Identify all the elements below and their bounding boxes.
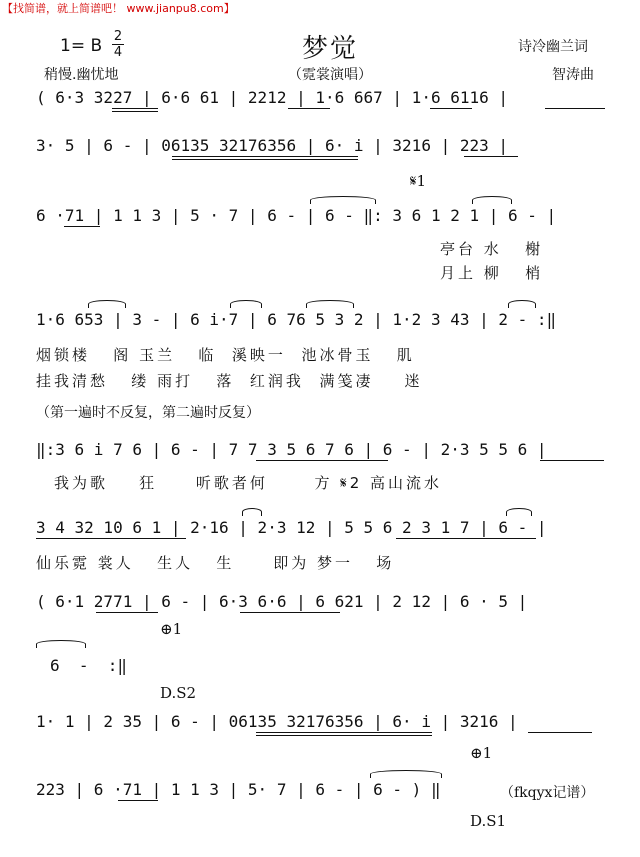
score-line-5: ‖:3 6 i 7 6 | 6 - | 7 7 3 5 6 7 6 | 6 - | 2·3 5 5 6 | bbox=[36, 440, 547, 459]
repeat-note: （第一遍时不反复，第二遍时反复） bbox=[36, 405, 260, 421]
time-sig-top: 2 bbox=[113, 29, 123, 44]
lyric-line-6: 仙乐霓 裳人 生人 生 即为 梦一 场 bbox=[36, 554, 395, 572]
lyric-line-4a: 烟锁楼 阁 玉兰 临 溪映一 池冰骨玉 肌 bbox=[36, 346, 415, 364]
segno-1-marker: 𝄋1 bbox=[410, 172, 426, 190]
lyric-line-5: 我为歌 狂 听歌者何 方 𝄋2 高山流水 bbox=[54, 474, 443, 492]
key-signature: 1= B bbox=[60, 36, 103, 56]
song-title: 梦觉 bbox=[302, 34, 359, 64]
score-line-6: 3 4 32 10 6 1 | 2·16 | 2·3 12 | 5 5 6 2 3 1 7 | 6 - | bbox=[36, 518, 547, 537]
coda-2-marker: ⊕1 bbox=[470, 744, 493, 762]
coda-1-marker: ⊕1 bbox=[160, 620, 183, 638]
transcriber-credit: （fkqyx记谱） bbox=[500, 785, 595, 801]
lyric-line-4b: 挂我清愁 缕 雨打 落 红润我 满笺凄 迷 bbox=[36, 372, 423, 390]
score-line-9: 1· 1 | 2 35 | 6 - | 06135 32176356 | 6· i | 3216 | bbox=[36, 712, 518, 731]
score-line-3: 6 ·71 | 1 1 3 | 5 · 7 | 6 - | 6 - ‖: 3 6 1 2 1 | 6 - | bbox=[36, 206, 557, 225]
ds2-marker: D.S2 bbox=[160, 684, 197, 702]
composer-credit: 智涛曲 bbox=[552, 67, 594, 83]
score-line-7: ( 6·1 2771 | 6 - | 6·3 6·6 | 6 621 | 2 12 | 6 · 5 | bbox=[36, 592, 528, 611]
score-line-2: 3· 5 | 6 - | 06135 32176356 | 6· i | 3216 | 223 | bbox=[36, 136, 509, 155]
time-signature bbox=[112, 30, 124, 59]
time-sig-bottom: 4 bbox=[113, 45, 123, 60]
site-banner[interactable]: 【找简谱，就上简谱吧！ www.jianpu8.com】 bbox=[2, 2, 235, 15]
score-line-1: ( 6·3 3227 | 6·6 61 | 2212 | 1·6 667 | 1·6 6116 | bbox=[36, 88, 509, 107]
lyricist-credit: 诗冷幽兰词 bbox=[518, 39, 588, 55]
ds1-marker: D.S1 bbox=[470, 812, 507, 830]
tempo-marking: 稍慢.幽忧地 bbox=[44, 67, 119, 83]
singer-credit: （霓裳演唱） bbox=[288, 67, 372, 83]
lyric-line-3b: 月上 柳 梢 bbox=[440, 264, 544, 282]
lyric-line-3a: 亭台 水 榭 bbox=[440, 240, 544, 258]
score-line-8: 6 - :‖ bbox=[50, 656, 128, 675]
score-line-10: 223 | 6 ·71 | 1 1 3 | 5· 7 | 6 - | 6 - ) ‖ bbox=[36, 780, 441, 799]
score-line-4: 1·6 653 | 3 - | 6 i·7 | 6 76 5 3 2 | 1·2 3 43 | 2 - :‖ bbox=[36, 310, 557, 329]
